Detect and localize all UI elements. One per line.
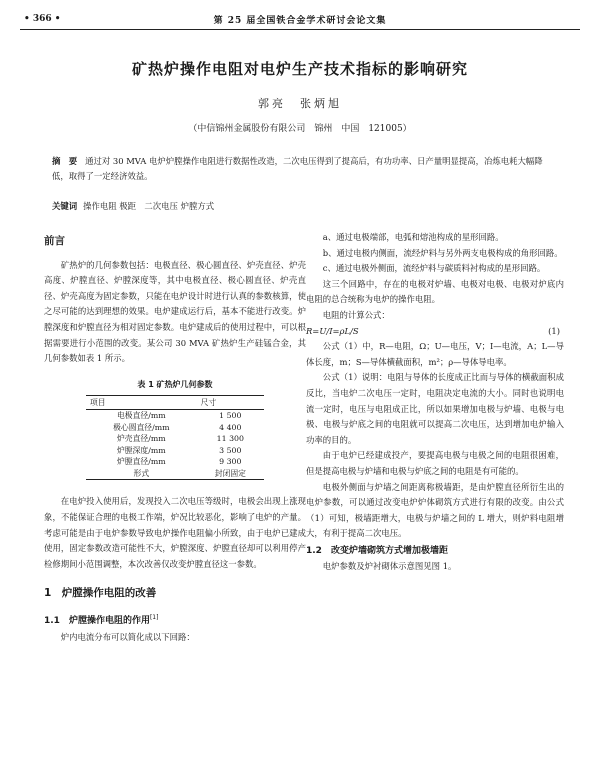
paragraph: 由于电炉已经建成投产，要提高电极与电极之间的电阻很困难，但是提高电极与炉墙和电极与炉底之间的电阻是有可能的。 — [306, 450, 564, 476]
table-header-row — [86, 396, 264, 410]
abstract — [52, 154, 552, 184]
list-item: b、通过电极内侧面，流经炉料与另外两支电极构成的角形回路。 — [322, 247, 563, 258]
table-row — [86, 422, 264, 434]
table-cell: 9 300 — [219, 457, 242, 467]
preface-heading: 前言 — [44, 235, 65, 247]
table-row — [86, 468, 264, 480]
paragraph: 矿热炉的几何参数包括：电极直径、极心圆直径、炉壳直径、炉壳高度、炉膛直径、炉膛深度等，其中电极直径、极心圆直径、炉壳直径、炉壳高度为固定参数，只能在电炉设计时进行认真的参数核算，使之尽可能的达到理想的效果。电炉建成运行后，基本不能进行改变。炉膛深度和炉膛直径为相对固定参数。电炉建成后的使用过程中，可以根据需要进行小范围的改变。某公司 30 MVA 矿热炉生产硅锰合金，其几何参数如表 1 所示。 — [44, 259, 306, 364]
section-1-1-heading: 1.1 炉膛操作电阻的作用[1] — [44, 613, 159, 626]
section-1-heading: 1 炉膛操作电阻的改善 — [44, 587, 157, 600]
table-cell: 电极直径/mm — [117, 411, 166, 421]
left-column — [44, 230, 306, 645]
table-cell: 11 300 — [216, 434, 244, 444]
table-header-cell: 尺寸 — [197, 396, 264, 410]
table-row — [86, 456, 264, 468]
table-cell: 炉膛深度/mm — [117, 445, 166, 455]
table-row — [86, 410, 264, 422]
paragraph: 电阻的计算公式： — [322, 309, 390, 320]
paragraph: 公式（1）说明：电阻与导体的长度成正比而与导体的横截面积成反比，当电炉二次电压一定时，电阻决定电流的大小。同时也说明电流一定时，电压与电阻成正比，所以如果增加电极与炉墙、电极与电极、电极与炉底之间的电阻就可以提高二次电压，达到增加电炉输入功率的目的。 — [306, 372, 564, 445]
equation-body: R=U/I=ρL/S — [306, 325, 359, 336]
paragraph: 在电炉投入使用后，发现投入二次电压等级时，电极会出现上涨现象，不能保证合理的电极工作端，炉况比较恶化，影响了电炉的产量。考虑可能是由于电炉参数导致电炉操作电阻偏小所致，由于电炉已建成使用，固定参数改造可能性不大，炉膛深度、炉膛直径却可以利用停产检修期间小范围调整，本次改善仅改变炉膛直径这一参数。 — [44, 496, 306, 569]
list-item: a、通过电极端部，电弧和熔池构成的星形回路。 — [322, 232, 504, 242]
affiliation: （中信锦州金属股份有限公司 锦州 中国 121005） — [188, 124, 412, 134]
running-header — [20, 12, 580, 28]
table-cell: 3 500 — [219, 445, 242, 455]
paragraph: 炉内电流分布可以简化成以下回路： — [60, 631, 195, 642]
paragraph: 电炉参数及炉衬砌体示意图见图 1。 — [322, 561, 457, 572]
abstract-text: 通过对 30 MVA 电炉炉膛操作电阻进行数据性改造，二次电压得到了提高后，有功功率、日产量明显提高，冶炼电耗大幅降低，取得了一定经济效益。 — [52, 156, 543, 181]
paragraph: 公式（1）中，R—电阻，Ω；U—电压，V；I—电流，A；L—导体长度，m；S—导体横截面积，m²；ρ—导体导电率。 — [306, 341, 564, 367]
conference-name: 第 25 届全国铁合金学术研讨会论文集 — [213, 16, 387, 26]
table-cell: 炉膛直径/mm — [117, 457, 166, 467]
paragraph: 电极外侧面与炉墙之间距离称极墙距，是由炉膛直径所衍生出的电炉参数，可以通过改变电炉炉体砌筑方式进行有限的改变。由公式（1）可知，极墙距增大，电极与炉墙之间的 L 增大，则炉料电阻增大，有利于提高二次电压。 — [306, 481, 564, 539]
table-row — [86, 445, 264, 457]
page-number: • 366 • — [24, 14, 61, 24]
keywords-label: 关键词 — [52, 201, 78, 211]
parameters-table — [86, 395, 264, 480]
table-header-cell: 项目 — [86, 396, 197, 410]
paper-title: 矿热炉操作电阻对电炉生产技术指标的影响研究 — [131, 60, 468, 78]
table-cell: 1 500 — [219, 411, 242, 421]
equation-1 — [306, 324, 564, 340]
table-cell: 形式 — [86, 468, 197, 480]
table-cell: 4 400 — [219, 422, 242, 432]
table-cell: 封闭固定 — [197, 468, 264, 480]
table-caption: 表 1 矿热炉几何参数 — [137, 379, 213, 389]
header-rule — [20, 29, 580, 30]
paragraph: 这三个回路中，存在的电极对炉墙、电极对电极、电极对炉底内电阻的总合统称为电炉的操作电阻。 — [306, 278, 564, 305]
citation-ref: [1] — [149, 613, 159, 621]
keywords-text: 操作电阻 极距 二次电压 炉膛方式 — [83, 201, 215, 211]
table-cell: 极心圆直径/mm — [113, 422, 170, 432]
equation-number: (1) — [548, 325, 560, 336]
list-item: c、通过电极外侧面，流经炉料与碳质料衬构成的星形回路。 — [322, 263, 546, 274]
table-row — [86, 433, 264, 445]
right-column — [306, 230, 564, 575]
keywords — [52, 200, 552, 212]
table-cell: 炉壳直径/mm — [117, 434, 166, 444]
authors: 郭亮 张炳旭 — [258, 97, 342, 110]
section-1-2-heading: 1.2 改变炉墙砌筑方式增加极墙距 — [306, 545, 448, 556]
abstract-label: 摘 要 — [52, 156, 78, 166]
